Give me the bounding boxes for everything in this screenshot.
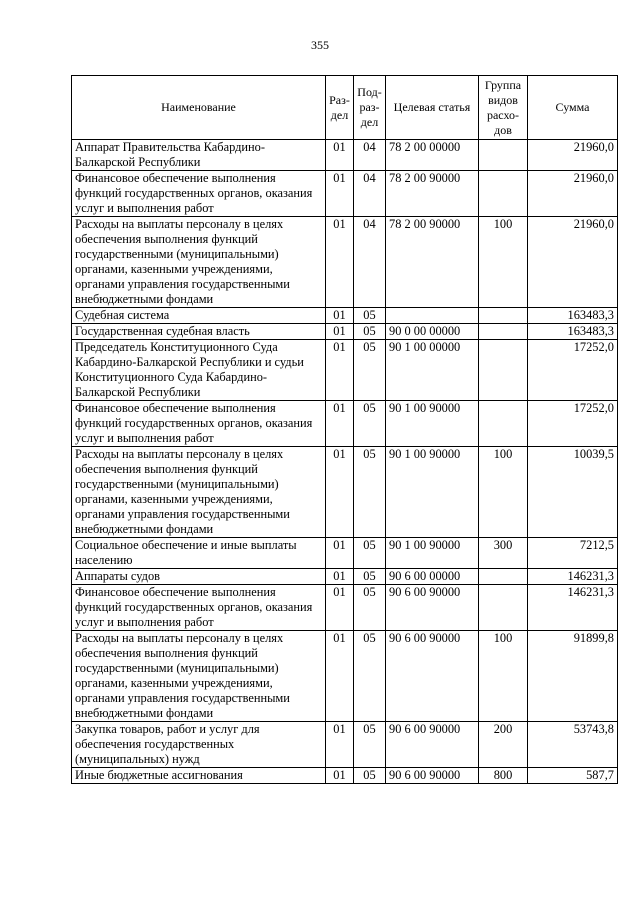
table-header — [72, 76, 618, 140]
cell-expense-group: 100 — [479, 631, 528, 722]
cell-name: Государственная судебная власть — [72, 324, 326, 340]
cell-sum: 7212,5 — [528, 538, 618, 569]
cell-sum: 17252,0 — [528, 340, 618, 401]
cell-target-code: 90 0 00 00000 — [386, 324, 479, 340]
cell-expense-group — [479, 569, 528, 585]
cell-name: Социальное обеспечение и иные выплаты населению — [72, 538, 326, 569]
cell-podrazdel: 05 — [354, 308, 386, 324]
cell-sum: 146231,3 — [528, 569, 618, 585]
cell-name: Расходы на выплаты персоналу в целях обеспечения выполнения функций государственными (муниципальными) органами, казенными учреждениями, органами управления государственными внебюджетными фондами — [72, 217, 326, 308]
cell-expense-group: 800 — [479, 768, 528, 784]
cell-name: Аппарат Правительства Кабардино-Балкарской Республики — [72, 140, 326, 171]
cell-razdel: 01 — [326, 569, 354, 585]
cell-target-code: 90 6 00 90000 — [386, 722, 479, 768]
cell-sum: 17252,0 — [528, 401, 618, 447]
cell-sum: 53743,8 — [528, 722, 618, 768]
cell-podrazdel: 05 — [354, 447, 386, 538]
cell-sum: 21960,0 — [528, 171, 618, 217]
cell-podrazdel: 04 — [354, 171, 386, 217]
cell-name: Председатель Конституционного Суда Кабардино-Балкарской Республики и судьи Конституционного Суда Кабардино-Балкарской Республики — [72, 340, 326, 401]
cell-razdel: 01 — [326, 722, 354, 768]
cell-razdel: 01 — [326, 324, 354, 340]
header-row — [72, 76, 618, 140]
cell-podrazdel: 05 — [354, 324, 386, 340]
table-row — [72, 538, 618, 569]
cell-razdel: 01 — [326, 171, 354, 217]
cell-razdel: 01 — [326, 585, 354, 631]
cell-target-code: 90 1 00 90000 — [386, 538, 479, 569]
cell-sum: 587,7 — [528, 768, 618, 784]
cell-expense-group: 100 — [479, 217, 528, 308]
cell-podrazdel: 05 — [354, 585, 386, 631]
cell-expense-group — [479, 585, 528, 631]
cell-expense-group — [479, 340, 528, 401]
header-name: Наименование — [72, 76, 326, 140]
cell-name: Расходы на выплаты персоналу в целях обеспечения выполнения функций государственными (муниципальными) органами, казенными учреждениями, органами управления государственными внебюджетными фондами — [72, 631, 326, 722]
cell-name: Финансовое обеспечение выполнения функций государственных органов, оказания услуг и выполнения работ — [72, 171, 326, 217]
cell-target-code: 90 6 00 90000 — [386, 768, 479, 784]
header-sum: Сумма — [528, 76, 618, 140]
header-razdel: Раз-дел — [326, 76, 354, 140]
table-row — [72, 631, 618, 722]
cell-razdel: 01 — [326, 447, 354, 538]
cell-name: Финансовое обеспечение выполнения функций государственных органов, оказания услуг и выполнения работ — [72, 401, 326, 447]
cell-expense-group: 200 — [479, 722, 528, 768]
cell-expense-group — [479, 171, 528, 217]
cell-target-code: 78 2 00 90000 — [386, 171, 479, 217]
cell-razdel: 01 — [326, 308, 354, 324]
cell-target-code: 78 2 00 00000 — [386, 140, 479, 171]
cell-name: Иные бюджетные ассигнования — [72, 768, 326, 784]
header-podrazdel: Под-раз-дел — [354, 76, 386, 140]
cell-target-code: 90 6 00 90000 — [386, 585, 479, 631]
cell-podrazdel: 04 — [354, 217, 386, 308]
cell-sum: 10039,5 — [528, 447, 618, 538]
header-group: Группа видов расхо-дов — [479, 76, 528, 140]
table-row — [72, 217, 618, 308]
cell-name: Судебная система — [72, 308, 326, 324]
cell-podrazdel: 05 — [354, 340, 386, 401]
cell-name: Аппараты судов — [72, 569, 326, 585]
cell-podrazdel: 05 — [354, 722, 386, 768]
cell-razdel: 01 — [326, 401, 354, 447]
cell-podrazdel: 05 — [354, 538, 386, 569]
cell-sum: 163483,3 — [528, 308, 618, 324]
cell-expense-group: 100 — [479, 447, 528, 538]
cell-razdel: 01 — [326, 538, 354, 569]
cell-expense-group: 300 — [479, 538, 528, 569]
cell-expense-group — [479, 324, 528, 340]
cell-name: Закупка товаров, работ и услуг для обеспечения государственных (муниципальных) нужд — [72, 722, 326, 768]
table-row — [72, 768, 618, 784]
cell-razdel: 01 — [326, 631, 354, 722]
cell-target-code: 78 2 00 90000 — [386, 217, 479, 308]
cell-sum: 21960,0 — [528, 217, 618, 308]
table-row — [72, 140, 618, 171]
cell-sum: 146231,3 — [528, 585, 618, 631]
cell-name: Финансовое обеспечение выполнения функций государственных органов, оказания услуг и выполнения работ — [72, 585, 326, 631]
cell-target-code: 90 6 00 00000 — [386, 569, 479, 585]
table-row — [72, 171, 618, 217]
cell-razdel: 01 — [326, 217, 354, 308]
cell-sum: 91899,8 — [528, 631, 618, 722]
cell-sum: 163483,3 — [528, 324, 618, 340]
cell-razdel: 01 — [326, 340, 354, 401]
cell-razdel: 01 — [326, 768, 354, 784]
cell-target-code: 90 1 00 90000 — [386, 401, 479, 447]
cell-sum: 21960,0 — [528, 140, 618, 171]
cell-razdel: 01 — [326, 140, 354, 171]
table-row — [72, 308, 618, 324]
table-body — [72, 140, 618, 784]
cell-target-code — [386, 308, 479, 324]
cell-target-code: 90 1 00 90000 — [386, 447, 479, 538]
cell-expense-group — [479, 308, 528, 324]
table-row — [72, 324, 618, 340]
table-row — [72, 401, 618, 447]
cell-podrazdel: 05 — [354, 768, 386, 784]
cell-expense-group — [479, 401, 528, 447]
budget-table — [71, 75, 618, 784]
cell-target-code: 90 6 00 90000 — [386, 631, 479, 722]
cell-expense-group — [479, 140, 528, 171]
table-row — [72, 585, 618, 631]
table-row — [72, 447, 618, 538]
cell-podrazdel: 05 — [354, 569, 386, 585]
cell-podrazdel: 05 — [354, 401, 386, 447]
header-target: Целевая статья — [386, 76, 479, 140]
table-row — [72, 569, 618, 585]
cell-name: Расходы на выплаты персоналу в целях обеспечения выполнения функций государственными (муниципальными) органами, казенными учреждениями, органами управления государственными внебюджетными фондами — [72, 447, 326, 538]
table-row — [72, 340, 618, 401]
cell-podrazdel: 04 — [354, 140, 386, 171]
table-row — [72, 722, 618, 768]
cell-target-code: 90 1 00 00000 — [386, 340, 479, 401]
page-number: 355 — [311, 38, 329, 52]
cell-podrazdel: 05 — [354, 631, 386, 722]
